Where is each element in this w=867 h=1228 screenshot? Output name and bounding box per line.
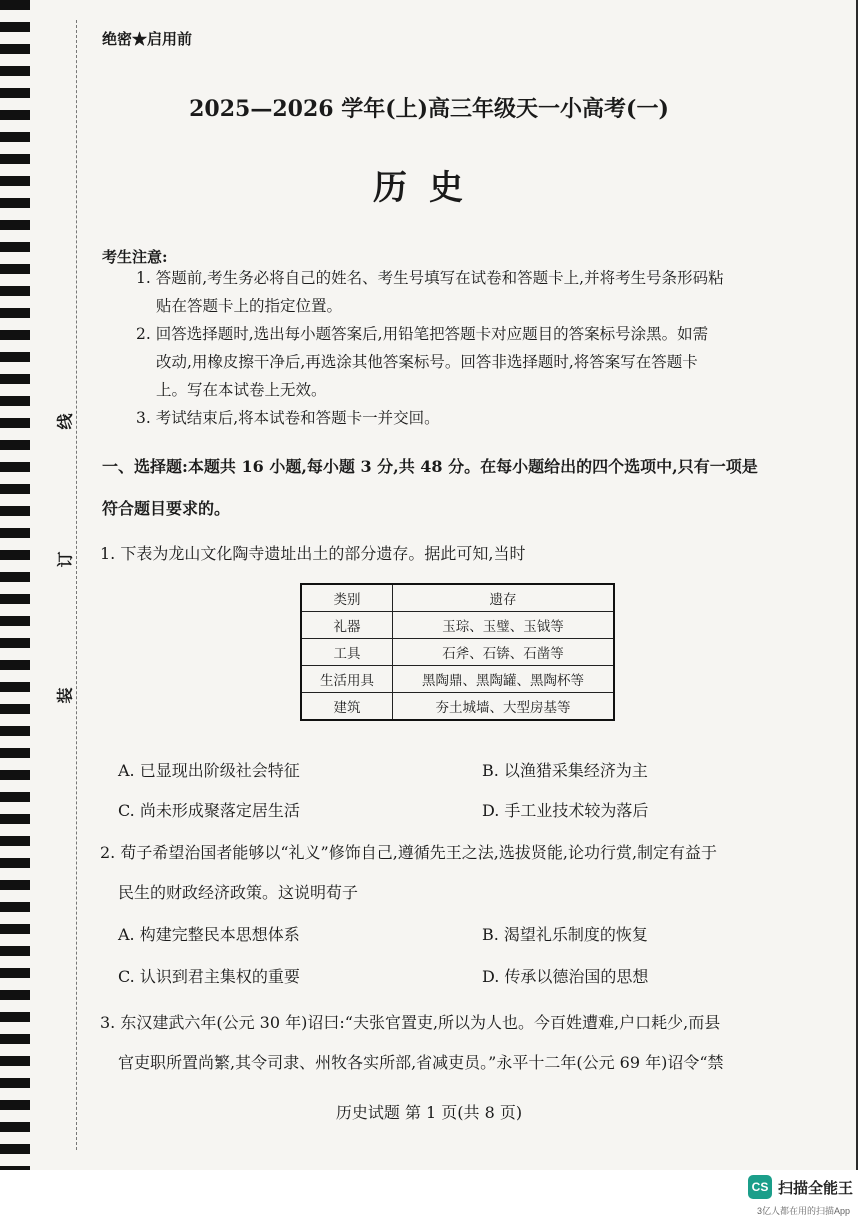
notice-item-2-line-3: 上。写在本试卷上无效。 bbox=[156, 381, 327, 399]
question-1-option-a: A. 已显现出阶级社会特征 bbox=[118, 761, 300, 780]
table-row bbox=[301, 639, 614, 666]
notice-item-2-line-2: 改动,用橡皮擦干净后,再选涂其他答案标号。回答非选择题时,将答案写在答题卡 bbox=[156, 353, 698, 371]
binding-label-line: 线 bbox=[55, 413, 75, 430]
question-1-stem: 1. 下表为龙山文化陶寺遗址出土的部分遗存。据此可知,当时 bbox=[100, 544, 526, 563]
scanner-app-name: 扫描全能王 bbox=[778, 1179, 854, 1197]
question-3-stem-line-1: 3. 东汉建武六年(公元 30 年)诏曰:“夫张官置吏,所以为人也。今百姓遭难,户口耗少,而县 bbox=[100, 1013, 721, 1032]
table-cell: 建筑 bbox=[301, 693, 393, 721]
scanner-tagline: 3亿人都在用的扫描App bbox=[757, 1206, 851, 1216]
notice-heading: 考生注意: bbox=[102, 248, 168, 266]
question-2-stem-line-2: 民生的财政经济政策。这说明荀子 bbox=[118, 883, 359, 902]
table-row bbox=[301, 612, 614, 639]
table-cell: 黑陶鼎、黑陶罐、黑陶杯等 bbox=[393, 666, 615, 693]
question-1-option-d: D. 手工业技术较为落后 bbox=[482, 801, 649, 820]
subject-title: 历史 bbox=[373, 168, 485, 208]
scanner-watermark bbox=[748, 1175, 853, 1199]
table-row bbox=[301, 666, 614, 693]
table-row bbox=[301, 693, 614, 721]
binding-label-order: 订 bbox=[55, 551, 75, 568]
question-2-stem-line-1: 2. 荀子希望治国者能够以“礼义”修饰自己,遵循先王之法,选拔贤能,论功行赏,制定有益于 bbox=[100, 843, 718, 862]
notice-item-1-line-2: 贴在答题卡上的指定位置。 bbox=[156, 297, 343, 315]
notice-item-3-line-1: 3. 考试结束后,将本试卷和答题卡一并交回。 bbox=[136, 409, 440, 427]
table-header-row bbox=[301, 584, 614, 612]
question-2-option-d: D. 传承以德治国的思想 bbox=[482, 967, 649, 986]
question-2-option-c: C. 认识到君主集权的重要 bbox=[118, 967, 300, 986]
table-cell: 礼器 bbox=[301, 612, 393, 639]
table-header-cell: 遗存 bbox=[393, 584, 615, 612]
table-cell: 夯土城墙、大型房基等 bbox=[393, 693, 615, 721]
section-heading bbox=[102, 446, 802, 530]
page-footer: 历史试题 第 1 页(共 8 页) bbox=[335, 1103, 523, 1122]
table-header-cell: 类别 bbox=[301, 584, 393, 612]
table-cell: 工具 bbox=[301, 639, 393, 666]
table-cell: 生活用具 bbox=[301, 666, 393, 693]
section-heading-line-2: 符合题目要求的。 bbox=[102, 499, 231, 518]
notice-item-3 bbox=[136, 404, 796, 432]
question-1-option-c: C. 尚未形成聚落定居生活 bbox=[118, 801, 300, 820]
question-1-option-b: B. 以渔猎采集经济为主 bbox=[482, 761, 648, 780]
section-heading-line-1: 一、选择题:本题共 16 小题,每小题 3 分,共 48 分。在每小题给出的四个选项中,只有一项是 bbox=[102, 457, 758, 476]
question-2-option-b: B. 渴望礼乐制度的恢复 bbox=[482, 925, 648, 944]
binding-label-install: 装 bbox=[55, 687, 75, 704]
secret-label: 绝密★启用前 bbox=[102, 30, 193, 48]
exam-title: 2025—2026 学年(上)高三年级天一小高考(一) bbox=[189, 96, 669, 122]
camscanner-icon: CS bbox=[748, 1175, 772, 1199]
table-cell: 玉琮、玉璧、玉钺等 bbox=[393, 612, 615, 639]
notice-item-2-line-1: 2. 回答选择题时,选出每小题答案后,用铅笔把答题卡对应题目的答案标号涂黑。如需 bbox=[136, 325, 709, 343]
table-cell: 石斧、石锛、石凿等 bbox=[393, 639, 615, 666]
question-1-table bbox=[300, 583, 615, 721]
question-3-stem-line-2: 官吏职所置尚繁,其令司隶、州牧各实所部,省减吏员。”永平十二年(公元 69 年)诏令“禁 bbox=[118, 1053, 724, 1072]
notice-item-1 bbox=[136, 264, 796, 320]
notice-item-2 bbox=[136, 320, 796, 404]
notice-item-1-line-1: 1. 答题前,考生务必将自己的姓名、考生号填写在试卷和答题卡上,并将考生号条形码粘 bbox=[136, 269, 724, 287]
question-2-option-a: A. 构建完整民本思想体系 bbox=[118, 925, 300, 944]
